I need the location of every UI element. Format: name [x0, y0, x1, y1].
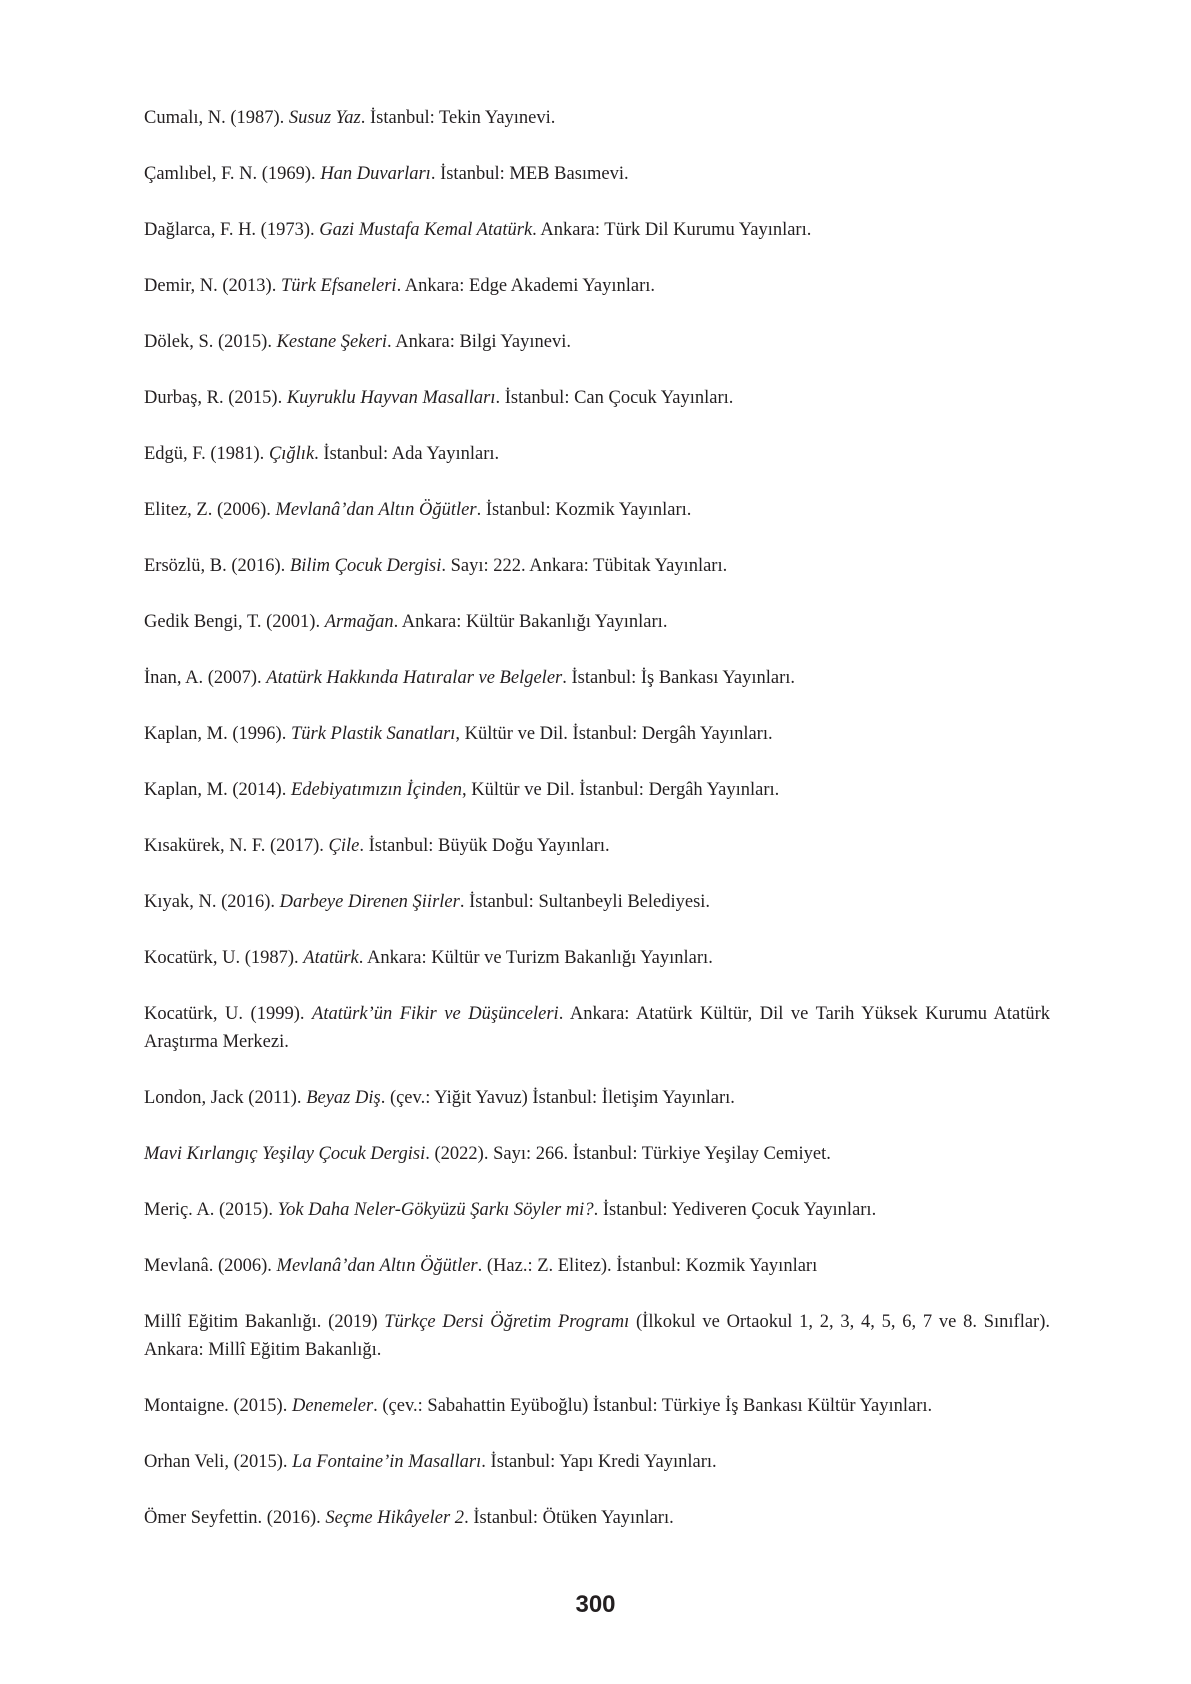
reference-entry: [144, 272, 1050, 300]
reference-publication: . Ankara: Edge Akademi Yayınları.: [396, 276, 656, 296]
reference-publication: . Ankara: Kültür Bakanlığı Yayınları.: [393, 612, 668, 632]
reference-entry: [144, 888, 1050, 916]
reference-entry: [144, 944, 1050, 972]
reference-title: Denemeler: [291, 1396, 374, 1416]
reference-publication: . Sayı: 222. Ankara: Tübitak Yayınları.: [441, 556, 728, 576]
reference-author-year: Dölek, S. (2015).: [144, 332, 277, 352]
reference-publication: . (çev.: Yiğit Yavuz) İstanbul: İletişim Yayınları.: [380, 1088, 735, 1108]
reference-author-year: İnan, A. (2007).: [144, 668, 267, 688]
reference-entry: [144, 1392, 1050, 1420]
reference-author-year: Kocatürk, U. (1999).: [144, 1004, 313, 1024]
reference-title: Armağan: [324, 612, 394, 632]
reference-publication: . Ankara: Türk Dil Kurumu Yayınları.: [532, 220, 812, 240]
reference-publication: . İstanbul: Yediveren Çocuk Yayınları.: [593, 1200, 877, 1220]
reference-publication: . (çev.: Sabahattin Eyüboğlu) İstanbul: Türkiye İş Bankası Kültür Yayınları.: [373, 1396, 933, 1416]
reference-title: Yok Daha Neler-Gökyüzü Şarkı Söyler mi?: [277, 1200, 594, 1220]
reference-author-year: Çamlıbel, F. N. (1969).: [144, 164, 321, 184]
reference-entry: [144, 608, 1050, 636]
reference-publication: . İstanbul: İş Bankası Yayınları.: [562, 668, 796, 688]
reference-entry: [144, 1504, 1050, 1532]
reference-author-year: Montaigne. (2015).: [144, 1396, 292, 1416]
reference-entry: [144, 832, 1050, 860]
reference-author-year: Millî Eğitim Bakanlığı. (2019): [144, 1312, 385, 1332]
reference-publication: . Ankara: Atatürk Kültür, Dil ve Tarih Yüksek Kurumu Atatürk Araştırma Merkezi.: [144, 1004, 1051, 1052]
reference-title: Gazi Mustafa Kemal Atatürk: [319, 220, 533, 240]
reference-title: Türkçe Dersi Öğretim Programı: [384, 1312, 630, 1332]
reference-publication: . (2022). Sayı: 266. İstanbul: Türkiye Yeşilay Cemiyet.: [425, 1144, 831, 1164]
reference-author-year: Mevlanâ. (2006).: [144, 1256, 277, 1276]
reference-author-year: Demir, N. (2013).: [144, 276, 281, 296]
reference-title: Atatürk: [303, 948, 359, 968]
reference-author-year: Kıyak, N. (2016).: [144, 892, 280, 912]
reference-author-year: Edgü, F. (1981).: [144, 444, 269, 464]
reference-entry: [144, 664, 1050, 692]
reference-publication: . Ankara: Bilgi Yayınevi.: [387, 332, 572, 352]
reference-entry: [144, 384, 1050, 412]
reference-author-year: Elitez, Z. (2006).: [144, 500, 276, 520]
reference-title: La Fontaine’in Masalları: [292, 1452, 482, 1472]
reference-entry: [144, 216, 1050, 244]
reference-publication: . İstanbul: Sultanbeyli Belediyesi.: [459, 892, 711, 912]
reference-author-year: London, Jack (2011).: [144, 1088, 307, 1108]
reference-title: Seçme Hikâyeler 2: [325, 1508, 465, 1528]
reference-title: Atatürk Hakkında Hatıralar ve Belgeler: [266, 668, 563, 688]
reference-entry: [144, 1196, 1050, 1224]
reference-title: Edebiyatımızın İçinden: [290, 780, 463, 800]
reference-author-year: Kaplan, M. (2014).: [144, 780, 291, 800]
reference-title: Darbeye Direnen Şiirler: [279, 892, 460, 912]
reference-entry: [144, 496, 1050, 524]
reference-publication: . İstanbul: Ötüken Yayınları.: [464, 1508, 674, 1528]
reference-entry: [144, 160, 1050, 188]
reference-title: Bilim Çocuk Dergisi: [289, 556, 442, 576]
bibliography-list: [144, 104, 1050, 1560]
reference-author-year: Kısakürek, N. F. (2017).: [144, 836, 329, 856]
reference-title: Kestane Şekeri: [276, 332, 388, 352]
reference-author-year: Cumalı, N. (1987).: [144, 108, 289, 128]
reference-title: Çile: [328, 836, 360, 856]
reference-publication: , Kültür ve Dil. İstanbul: Dergâh Yayınları.: [462, 780, 780, 800]
reference-publication: . İstanbul: Büyük Doğu Yayınları.: [359, 836, 610, 856]
reference-author-year: Orhan Veli, (2015).: [144, 1452, 293, 1472]
reference-author-year: Durbaş, R. (2015).: [144, 388, 287, 408]
reference-title: Han Duvarları: [320, 164, 431, 184]
reference-publication: . İstanbul: Kozmik Yayınları.: [476, 500, 692, 520]
reference-author-year: Kocatürk, U. (1987).: [144, 948, 304, 968]
reference-publication: . İstanbul: Tekin Yayınevi.: [360, 108, 556, 128]
reference-author-year: Dağlarca, F. H. (1973).: [144, 220, 320, 240]
reference-title: Beyaz Diş: [306, 1088, 381, 1108]
reference-entry: [144, 1448, 1050, 1476]
reference-entry: [144, 440, 1050, 468]
reference-author-year: Kaplan, M. (1996).: [144, 724, 291, 744]
reference-title: Mevlanâ’dan Altın Öğütler: [275, 500, 477, 520]
reference-publication: (İlkokul ve Ortaokul 1, 2, 3, 4, 5, 6, 7 ve 8. Sınıflar). Ankara: Millî Eğitim Bakanlığı.: [144, 1312, 1050, 1360]
reference-publication: . (Haz.: Z. Elitez). İstanbul: Kozmik Yayınları: [477, 1256, 818, 1276]
reference-entry: [144, 328, 1050, 356]
reference-publication: . İstanbul: MEB Basımevi.: [430, 164, 629, 184]
reference-publication: . İstanbul: Can Çocuk Yayınları.: [495, 388, 734, 408]
reference-entry: [144, 1308, 1050, 1364]
reference-title: Türk Plastik Sanatları: [290, 724, 456, 744]
reference-publication: , Kültür ve Dil. İstanbul: Dergâh Yayınları.: [455, 724, 773, 744]
page-number: 300: [575, 1591, 616, 1618]
reference-entry: [144, 776, 1050, 804]
reference-title: Türk Efsaneleri: [280, 276, 397, 296]
reference-author-year: Meriç. A. (2015).: [144, 1200, 278, 1220]
reference-author-year: Ersözlü, B. (2016).: [144, 556, 290, 576]
reference-entry: [144, 552, 1050, 580]
reference-entry: [144, 1140, 1050, 1168]
reference-entry: [144, 1084, 1050, 1112]
reference-title: Atatürk’ün Fikir ve Düşünceleri: [312, 1004, 559, 1024]
reference-title: Mavi Kırlangıç Yeşilay Çocuk Dergisi: [144, 1144, 426, 1164]
reference-title: Susuz Yaz: [288, 108, 361, 128]
reference-publication: . İstanbul: Yapı Kredi Yayınları.: [481, 1452, 717, 1472]
reference-publication: . İstanbul: Ada Yayınları.: [314, 444, 500, 464]
reference-author-year: Gedik Bengi, T. (2001).: [144, 612, 325, 632]
reference-title: Mevlanâ’dan Altın Öğütler: [276, 1256, 478, 1276]
reference-publication: . Ankara: Kültür ve Turizm Bakanlığı Yayınları.: [358, 948, 713, 968]
reference-entry: [144, 104, 1050, 132]
reference-entry: [144, 1252, 1050, 1280]
reference-title: Kuyruklu Hayvan Masalları: [286, 388, 496, 408]
reference-title: Çığlık: [268, 444, 315, 464]
reference-entry: [144, 720, 1050, 748]
reference-author-year: Ömer Seyfettin. (2016).: [144, 1508, 326, 1528]
reference-entry: [144, 1000, 1050, 1056]
